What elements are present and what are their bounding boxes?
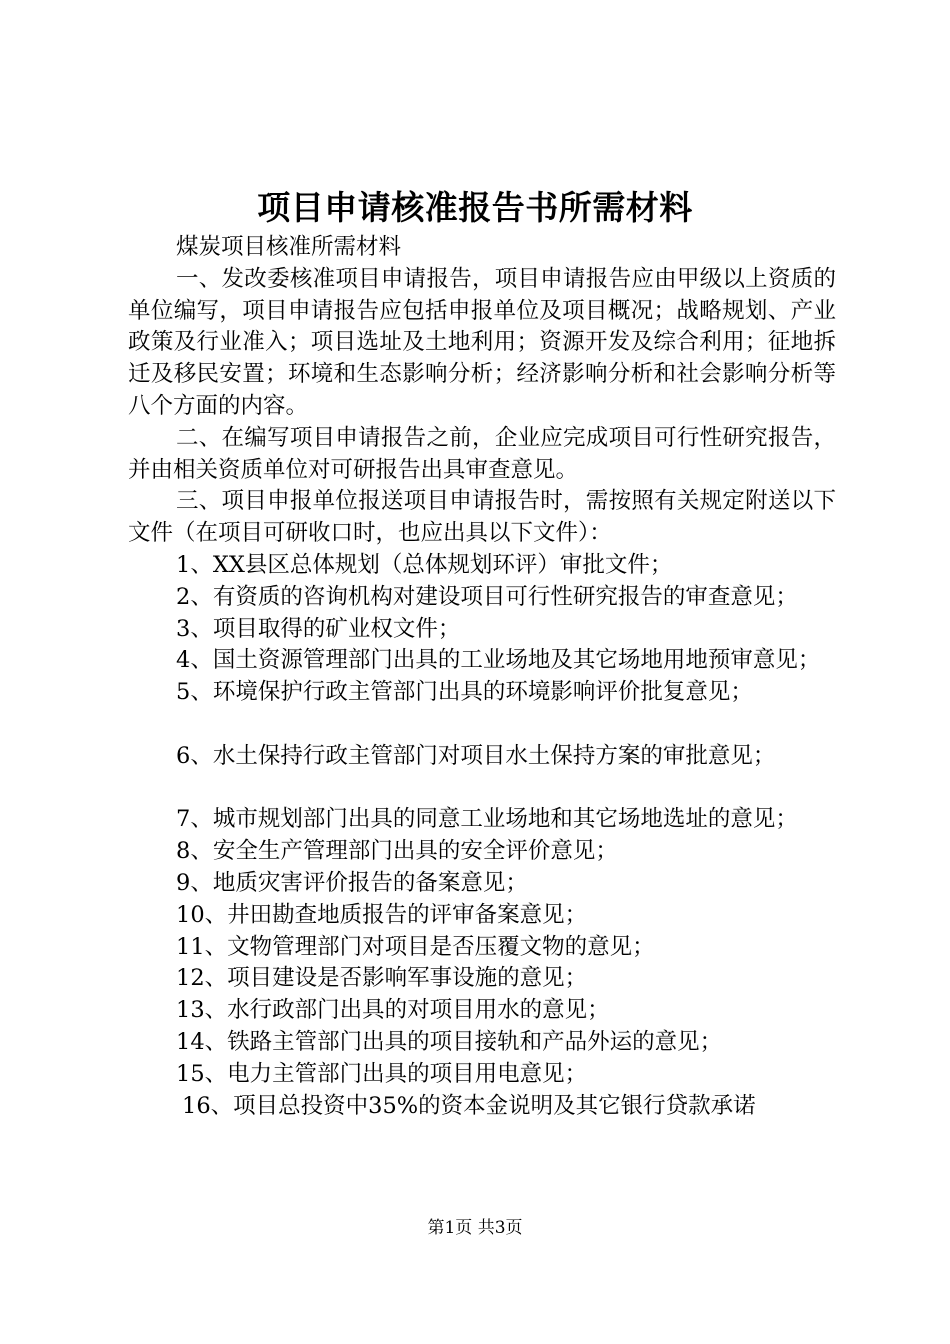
document-title: 项目申请核准报告书所需材料	[257, 188, 693, 227]
list-item-16: 16、项目总投资中35%的资本金说明及其它银行贷款承诺	[182, 1092, 756, 1119]
list-item-2: 2、有资质的咨询机构对建设项目可行性研究报告的审查意见；	[176, 583, 798, 610]
page-number-footer: 第1页 共3页	[427, 1218, 523, 1238]
list-item-8: 8、安全生产管理部门出具的安全评价意见；	[176, 838, 618, 865]
list-item-1: 1、XX县区总体规划（总体规划环评）审批文件；	[176, 551, 673, 578]
list-item-14: 14、铁路主管部门出具的项目接轨和产品外运的意见；	[176, 1028, 723, 1055]
list-item-12: 12、项目建设是否影响军事设施的意见；	[176, 965, 588, 992]
list-item-9: 9、地质灾害评价报告的备案意见；	[176, 869, 528, 896]
document-body	[128, 232, 836, 1122]
paragraph-subtitle: 煤炭项目核准所需材料	[176, 234, 402, 260]
list-item-15: 15、电力主管部门出具的项目用电意见；	[176, 1060, 588, 1087]
list-item-11: 11、文物管理部门对项目是否压覆文物的意见；	[176, 933, 655, 960]
list-item-4: 4、国土资源管理部门出具的工业场地及其它场地用地预审意见；	[176, 647, 821, 674]
list-item-6: 6、水土保持行政主管部门对项目水土保持方案的审批意见；	[176, 742, 776, 769]
list-item-10: 10、井田勘查地质报告的评审备案意见；	[176, 901, 588, 928]
list-item-13: 13、水行政部门出具的对项目用水的意见；	[176, 997, 610, 1024]
list-item-3: 3、项目取得的矿业权文件；	[176, 615, 461, 642]
paragraph-section-2: 二、在编写项目申请报告之前，企业应完成项目可行性研究报告，并由相关资质单位对可研报告出具审查意见。	[128, 424, 836, 483]
paragraph-section-3: 三、项目申报单位报送项目申请报告时，需按照有关规定附送以下文件（在项目可研收口时，也应出具以下文件）：	[128, 488, 836, 547]
paragraph-section-1: 一、发改委核准项目申请报告，项目申请报告应由甲级以上资质的单位编写，项目申请报告应包括申报单位及项目概况；战略规划、产业政策及行业准入；项目选址及土地利用；资源开发及综合利用；征地拆迁及移民安置；环境和生态影响分析；经济影响分析和社会影响分析等八个方面的内容。	[128, 265, 836, 419]
list-item-5: 5、环境保护行政主管部门出具的环境影响评价批复意见；	[176, 679, 753, 706]
list-item-7: 7、城市规划部门出具的同意工业场地和其它场地选址的意见；	[176, 806, 798, 833]
